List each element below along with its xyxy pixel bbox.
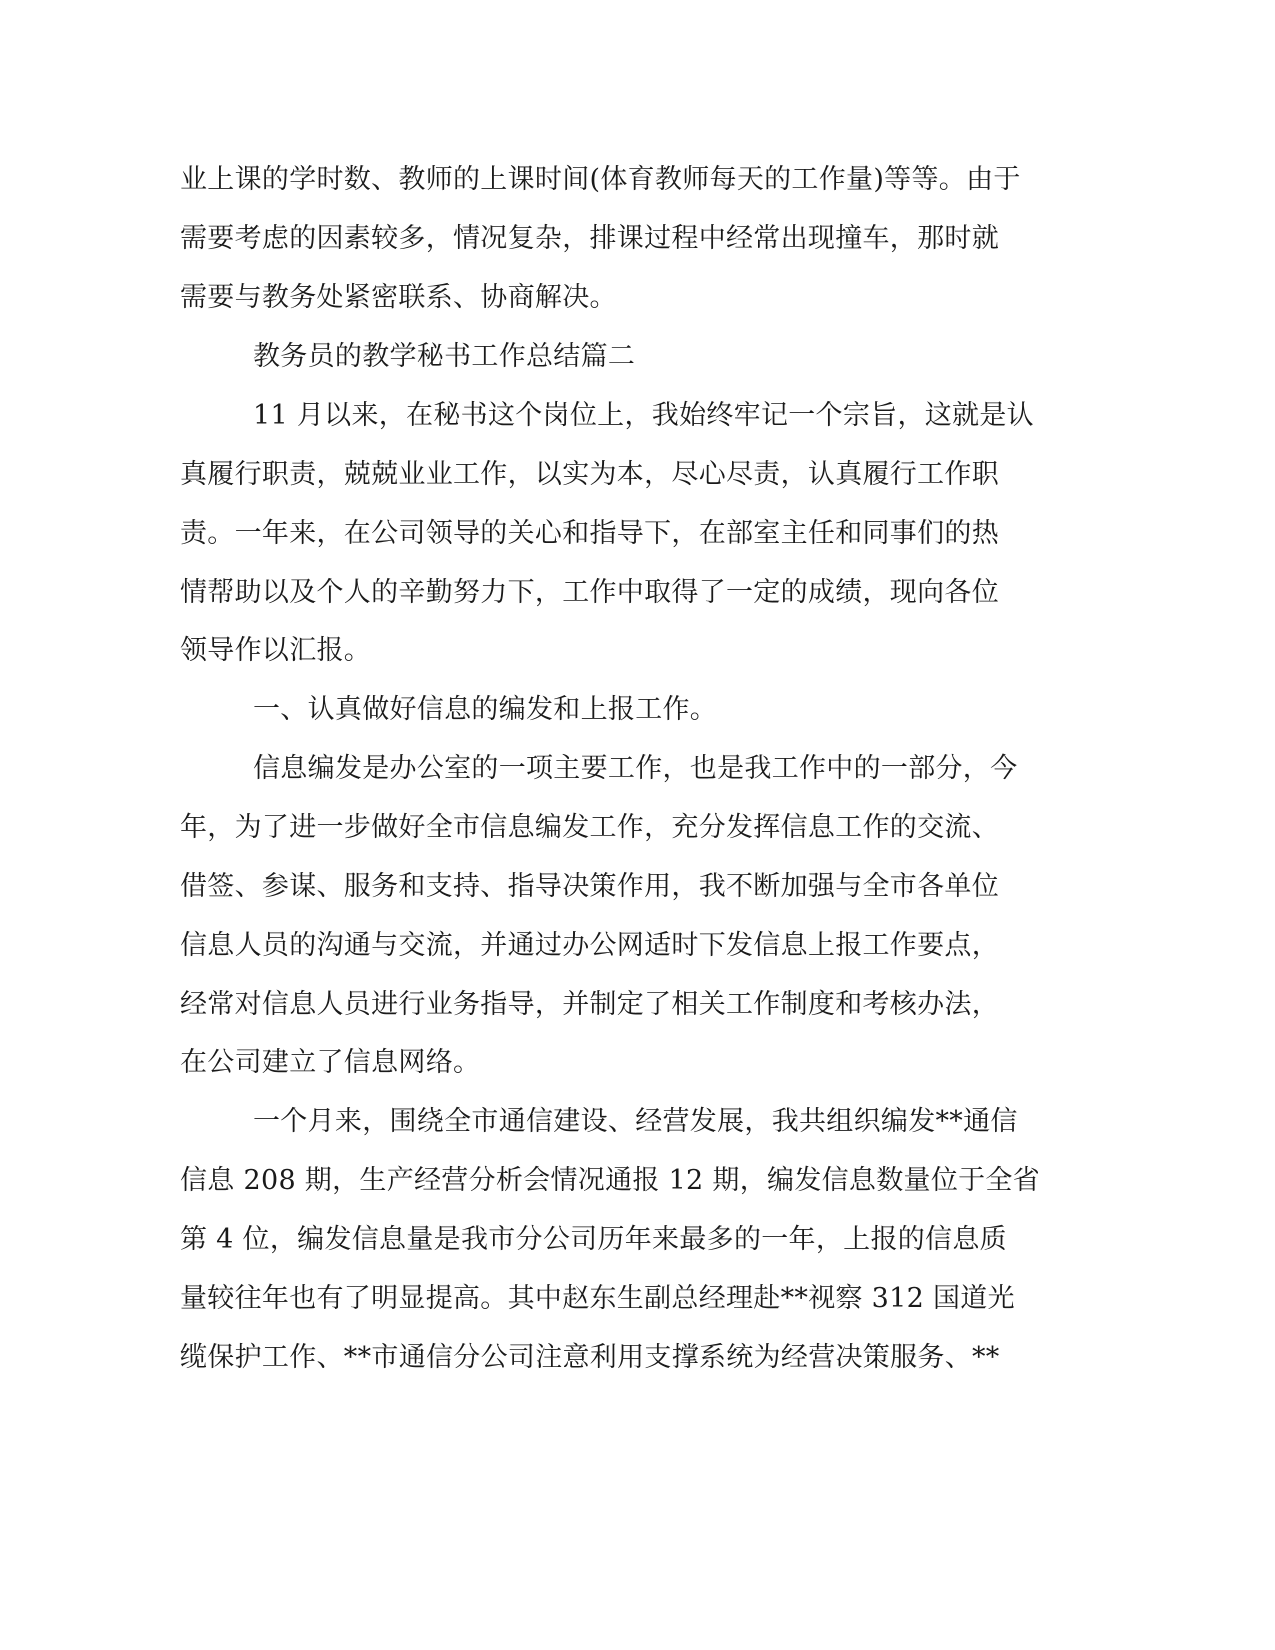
paragraph-2-line-4: 情帮助以及个人的辛勤努力下，工作中取得了一定的成绩，现向各位 <box>180 577 999 608</box>
paragraph-4-line-4: 量较往年也有了明显提高。其中赵东生副总经理赴**视察 312 国道光 <box>180 1283 1015 1314</box>
paragraph-4-line-2: 信息 208 期，生产经营分析会情况通报 12 期，编发信息数量位于全省 <box>180 1165 1040 1196</box>
paragraph-2-line-2: 真履行职责，兢兢业业工作，以实为本，尽心尽责，认真履行工作职 <box>180 459 999 490</box>
section-title: 教务员的教学秘书工作总结篇二 <box>253 341 636 372</box>
paragraph-1-line-1: 业上课的学时数、教师的上课时间(体育教师每天的工作量)等等。由于 <box>180 164 1021 195</box>
paragraph-1-line-2: 需要考虑的因素较多，情况复杂，排课过程中经常出现撞车，那时就 <box>180 223 999 254</box>
paragraph-4-line-3: 第 4 位，编发信息量是我市分公司历年来最多的一年，上报的信息质 <box>180 1224 1007 1255</box>
paragraph-3-line-2: 年，为了进一步做好全市信息编发工作，充分发挥信息工作的交流、 <box>180 812 999 843</box>
paragraph-3-line-1: 信息编发是办公室的一项主要工作，也是我工作中的一部分，今 <box>253 753 1018 784</box>
paragraph-2-line-3: 责。一年来，在公司领导的关心和指导下，在部室主任和同事们的热 <box>180 518 999 549</box>
paragraph-2-line-1: 11 月以来，在秘书这个岗位上，我始终牢记一个宗旨，这就是认 <box>253 400 1034 431</box>
paragraph-3-line-4: 信息人员的沟通与交流，并通过办公网适时下发信息上报工作要点， <box>180 930 999 961</box>
paragraph-3-line-5: 经常对信息人员进行业务指导，并制定了相关工作制度和考核办法， <box>180 989 999 1020</box>
heading-1: 一、认真做好信息的编发和上报工作。 <box>253 694 718 725</box>
paragraph-3-line-3: 借签、参谋、服务和支持、指导决策作用，我不断加强与全市各单位 <box>180 871 999 902</box>
paragraph-4-line-5: 缆保护工作、**市通信分公司注意利用支撑系统为经营决策服务、** <box>180 1342 1000 1373</box>
paragraph-1-line-3: 需要与教务处紧密联系、协商解决。 <box>180 282 617 313</box>
paragraph-2-line-5: 领导作以汇报。 <box>180 635 372 666</box>
paragraph-4-line-1: 一个月来，围绕全市通信建设、经营发展，我共组织编发**通信 <box>253 1106 1018 1137</box>
paragraph-3-line-6: 在公司建立了信息网络。 <box>180 1047 481 1078</box>
